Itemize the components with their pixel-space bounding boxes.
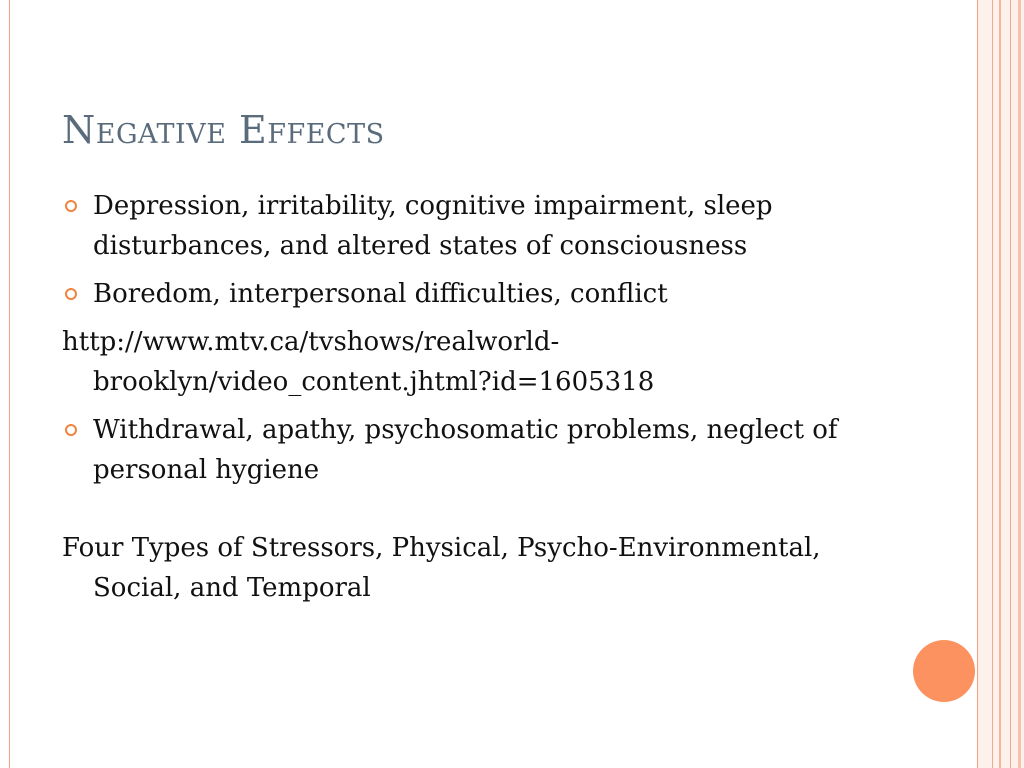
stripe-line [992,0,993,768]
url-text[interactable]: http://www.mtv.ca/tvshows/realworld-brooklyn/video_content.jhtml?id=1605318 [62,327,655,397]
bullet-item [62,274,862,314]
circle-bullet-icon [65,200,77,212]
slide-title: Negative Effects [62,108,385,152]
bullet-text: Depression, irritability, cognitive impairment, sleep disturbances, and altered states of consciousness [93,191,773,261]
spacer [62,498,862,528]
bullet-text: Withdrawal, apathy, psychosomatic problems, neglect of personal hygiene [93,415,838,485]
bullet-text: Boredom, interpersonal difficulties, conflict [93,279,668,309]
plain-text: Four Types of Stressors, Physical, Psycho-Environmental, Social, and Temporal [62,533,821,603]
bullet-item [62,186,862,266]
slide-body [62,186,862,616]
url-line[interactable] [62,322,862,402]
circle-bullet-icon [65,288,77,300]
stripe-line [1018,0,1021,768]
stripe-line [999,0,1001,768]
circle-bullet-icon [65,424,77,436]
plain-text-line [62,528,862,608]
stripe-line [1010,0,1011,768]
orange-circle-icon [913,640,975,702]
bullet-item [62,410,862,490]
left-frame-line [9,0,10,768]
